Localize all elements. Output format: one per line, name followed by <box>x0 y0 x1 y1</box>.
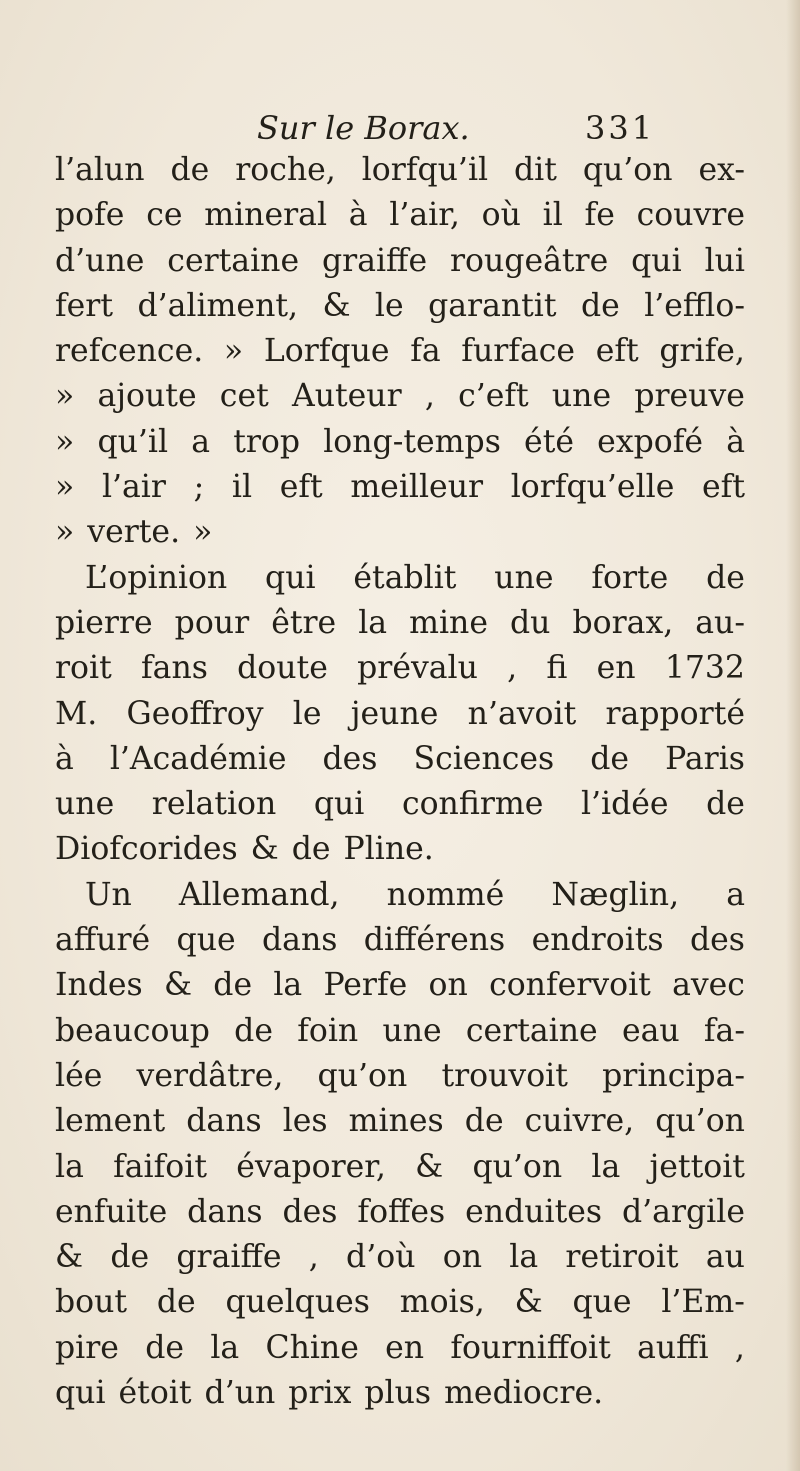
word: » <box>55 423 75 460</box>
word: dans <box>186 1103 262 1140</box>
word: faifoit <box>113 1148 207 1185</box>
word: à <box>55 740 74 777</box>
word: fi <box>546 650 568 687</box>
word: M. <box>55 695 98 732</box>
word: couvre <box>636 197 745 234</box>
word: de <box>145 1329 185 1366</box>
text-line <box>55 239 745 284</box>
word: » <box>55 378 75 415</box>
word: beaucoup <box>55 1012 210 1049</box>
text-line <box>55 646 745 691</box>
text-line <box>55 284 745 329</box>
word: garantit <box>428 287 557 324</box>
word: ex- <box>698 152 745 188</box>
word: , <box>424 378 435 415</box>
word: été <box>524 423 574 460</box>
word: eft <box>595 333 639 370</box>
word: de <box>156 1284 196 1321</box>
word: Lorfque <box>263 333 390 370</box>
word: Næglin, <box>551 876 680 913</box>
word: qu’on <box>582 152 673 188</box>
word: l’efflo- <box>644 287 745 324</box>
word: être <box>271 604 337 641</box>
page-header <box>55 106 725 150</box>
word: mois, <box>399 1284 485 1321</box>
word: a <box>191 423 211 460</box>
text-line <box>55 827 745 872</box>
word: prévalu <box>357 650 478 687</box>
word: une <box>551 378 612 415</box>
word: d’où <box>346 1239 416 1276</box>
text-line <box>55 1280 745 1325</box>
word: preuve <box>634 378 745 415</box>
text-line <box>55 1009 745 1054</box>
word: jettoit <box>649 1148 745 1185</box>
word: enfuite <box>55 1193 168 1230</box>
word: Un <box>85 876 132 913</box>
word: qui <box>631 242 682 279</box>
word: , <box>507 650 518 687</box>
word: meilleur <box>350 469 484 506</box>
word: une <box>55 786 115 823</box>
word: » <box>55 514 75 551</box>
word: bout <box>55 1284 128 1321</box>
word: des <box>322 740 378 777</box>
word: relation <box>151 786 277 823</box>
word: trouvoit <box>441 1057 568 1094</box>
word: ajoute <box>97 378 197 415</box>
word: mineral <box>204 197 328 234</box>
word: 1732 <box>664 650 745 687</box>
word: rougeâtre <box>449 242 609 279</box>
word: ce <box>146 197 183 234</box>
word: expofé <box>597 423 704 460</box>
word: qu’on <box>472 1148 563 1185</box>
word: eau <box>621 1012 680 1049</box>
word: refcence. <box>55 333 204 370</box>
word: a <box>726 876 745 913</box>
word: graiffe <box>176 1239 282 1276</box>
word: au- <box>695 604 745 641</box>
text-line <box>55 329 745 374</box>
word: & <box>250 831 279 868</box>
word: » <box>193 514 213 551</box>
word: lement <box>55 1103 166 1140</box>
word: verte. <box>87 514 181 551</box>
word: de <box>590 740 630 777</box>
word: Allemand, <box>178 876 340 913</box>
word: L’opinion <box>85 559 228 596</box>
word: Indes <box>55 967 143 1004</box>
word: fans <box>141 650 208 687</box>
word: les <box>282 1103 328 1140</box>
word: la <box>358 604 388 641</box>
word: à <box>726 423 745 460</box>
word: qu’on <box>317 1057 408 1094</box>
word: le <box>292 695 322 732</box>
word: Geoffroy <box>126 695 264 732</box>
word: mine <box>409 604 488 641</box>
word: fa- <box>703 1012 745 1049</box>
word: de <box>706 559 745 596</box>
word: Pline. <box>343 831 434 868</box>
text-line <box>55 692 745 737</box>
word: d’un <box>204 1375 276 1412</box>
text-line <box>55 601 745 646</box>
word: d’une <box>55 242 145 279</box>
word: en <box>596 650 636 687</box>
word: & <box>55 1239 84 1276</box>
word: fourniffoit <box>450 1329 611 1366</box>
word: qu’il <box>97 423 169 460</box>
word: qu’on <box>655 1103 745 1140</box>
word: dans <box>262 922 338 959</box>
text-line <box>55 374 745 419</box>
word: fert <box>55 287 114 324</box>
word: que <box>572 1284 632 1321</box>
word: grife, <box>659 333 745 370</box>
word: qui <box>55 1375 106 1412</box>
word: le <box>374 287 404 324</box>
word: au <box>705 1239 745 1276</box>
word: de <box>580 287 620 324</box>
word: fa <box>410 333 441 370</box>
word: eft <box>279 469 323 506</box>
word: cet <box>219 378 269 415</box>
page-edge-shadow <box>786 0 800 1471</box>
text-line <box>55 782 745 827</box>
text-line <box>55 1190 745 1235</box>
word: où <box>481 197 521 234</box>
word: affuré <box>55 922 151 959</box>
word: endroits <box>531 922 664 959</box>
word: lorfqu’elle <box>510 469 675 506</box>
word: doute <box>237 650 328 687</box>
word: il <box>231 469 253 506</box>
body-text <box>55 148 745 1416</box>
word: enduites <box>465 1193 603 1230</box>
word: des <box>689 922 745 959</box>
text-line <box>55 1099 745 1144</box>
word: , <box>308 1239 319 1276</box>
word: il <box>542 197 563 234</box>
word: une <box>494 559 554 596</box>
word: forte <box>591 559 669 596</box>
word: pire <box>55 1329 119 1366</box>
word: , <box>734 1329 745 1366</box>
word: l’air <box>101 469 166 506</box>
word: l’idée <box>580 786 669 823</box>
word: n’avoit <box>467 695 577 732</box>
word: graiffe <box>321 242 428 279</box>
word: Diofcorides <box>55 831 238 868</box>
word: pofe <box>55 197 125 234</box>
word: foffes <box>357 1193 446 1230</box>
word: mediocre. <box>444 1375 604 1412</box>
word: borax, <box>572 604 674 641</box>
word: Sciences <box>413 740 555 777</box>
word: une <box>382 1012 442 1049</box>
word: qui <box>313 786 365 823</box>
word: l’Académie <box>109 740 287 777</box>
word: principa- <box>602 1057 745 1094</box>
word: c’eft <box>458 378 529 415</box>
word: étoit <box>118 1375 192 1412</box>
word: la <box>273 967 303 1004</box>
word: & <box>415 1148 444 1185</box>
word: furface <box>461 333 576 370</box>
word: avec <box>672 967 745 1004</box>
word: on <box>442 1239 483 1276</box>
word: confervoit <box>489 967 651 1004</box>
text-line <box>55 737 745 782</box>
word: rapporté <box>605 695 745 732</box>
word: fe <box>584 197 615 234</box>
word: mines <box>348 1103 444 1140</box>
word: l’Em- <box>661 1284 745 1321</box>
word: la <box>591 1148 621 1185</box>
word: évaporer, <box>236 1148 386 1185</box>
word: à <box>348 197 368 234</box>
word: » <box>223 333 244 370</box>
word: auffi <box>637 1329 709 1366</box>
text-line <box>55 148 745 193</box>
word: que <box>176 922 236 959</box>
word: verdâtre, <box>136 1057 284 1094</box>
word: quelques <box>225 1284 370 1321</box>
word: du <box>510 604 551 641</box>
text-line <box>55 1235 745 1280</box>
text-line <box>55 465 745 510</box>
word: certaine <box>167 242 300 279</box>
word: pierre <box>55 604 153 641</box>
word: établit <box>353 559 457 596</box>
word: confirme <box>401 786 544 823</box>
word: d’aliment, <box>137 287 299 324</box>
word: lorfqu’il <box>361 152 489 188</box>
word: de <box>213 967 253 1004</box>
word: & <box>514 1284 543 1321</box>
word: Auteur <box>291 378 402 415</box>
word: & <box>322 287 351 324</box>
word: lui <box>704 242 745 279</box>
text-line <box>55 1371 745 1416</box>
word: dit <box>514 152 557 188</box>
text-line <box>55 1326 745 1371</box>
text-line <box>55 556 745 601</box>
word: d’argile <box>621 1193 745 1230</box>
word: roit <box>55 650 112 687</box>
word: la <box>509 1239 539 1276</box>
text-line <box>55 510 745 555</box>
word: eft <box>702 469 745 506</box>
word: de <box>170 152 210 188</box>
word: de <box>706 786 745 823</box>
word: en <box>385 1329 425 1366</box>
word: qui <box>265 559 316 596</box>
text-line <box>55 420 745 465</box>
running-title: Sur le Borax. <box>257 109 470 147</box>
text-line <box>55 918 745 963</box>
word: plus <box>364 1375 432 1412</box>
word: des <box>282 1193 338 1230</box>
text-line <box>55 1054 745 1099</box>
word: de <box>110 1239 150 1276</box>
word: l’air, <box>389 197 460 234</box>
word: Paris <box>665 740 745 777</box>
text-line <box>55 963 745 1008</box>
word: la <box>210 1329 240 1366</box>
page-number: 331 <box>585 109 656 147</box>
text-line <box>55 873 745 918</box>
word: trop <box>233 423 301 460</box>
word: & <box>163 967 193 1004</box>
word: » <box>55 469 75 506</box>
word: Perfe <box>323 967 408 1004</box>
word: de <box>291 831 331 868</box>
word: de <box>234 1012 273 1049</box>
word: ; <box>193 469 205 506</box>
word: jeune <box>350 695 439 732</box>
word: certaine <box>465 1012 598 1049</box>
word: pour <box>174 604 250 641</box>
text-line <box>55 1145 745 1190</box>
word: on <box>428 967 468 1004</box>
word: l’alun <box>55 152 145 188</box>
word: dans <box>187 1193 263 1230</box>
word: long-temps <box>323 423 501 460</box>
word: prix <box>288 1375 352 1412</box>
word: nommé <box>386 876 505 913</box>
text-line <box>55 193 745 238</box>
word: de <box>464 1103 504 1140</box>
word: cuivre, <box>524 1103 635 1140</box>
word: Chine <box>265 1329 359 1366</box>
word: différens <box>363 922 506 959</box>
word: roche, <box>235 152 336 188</box>
word: lée <box>55 1057 103 1094</box>
word: retiroit <box>565 1239 679 1276</box>
word: la <box>55 1148 84 1185</box>
word: foin <box>297 1012 359 1049</box>
